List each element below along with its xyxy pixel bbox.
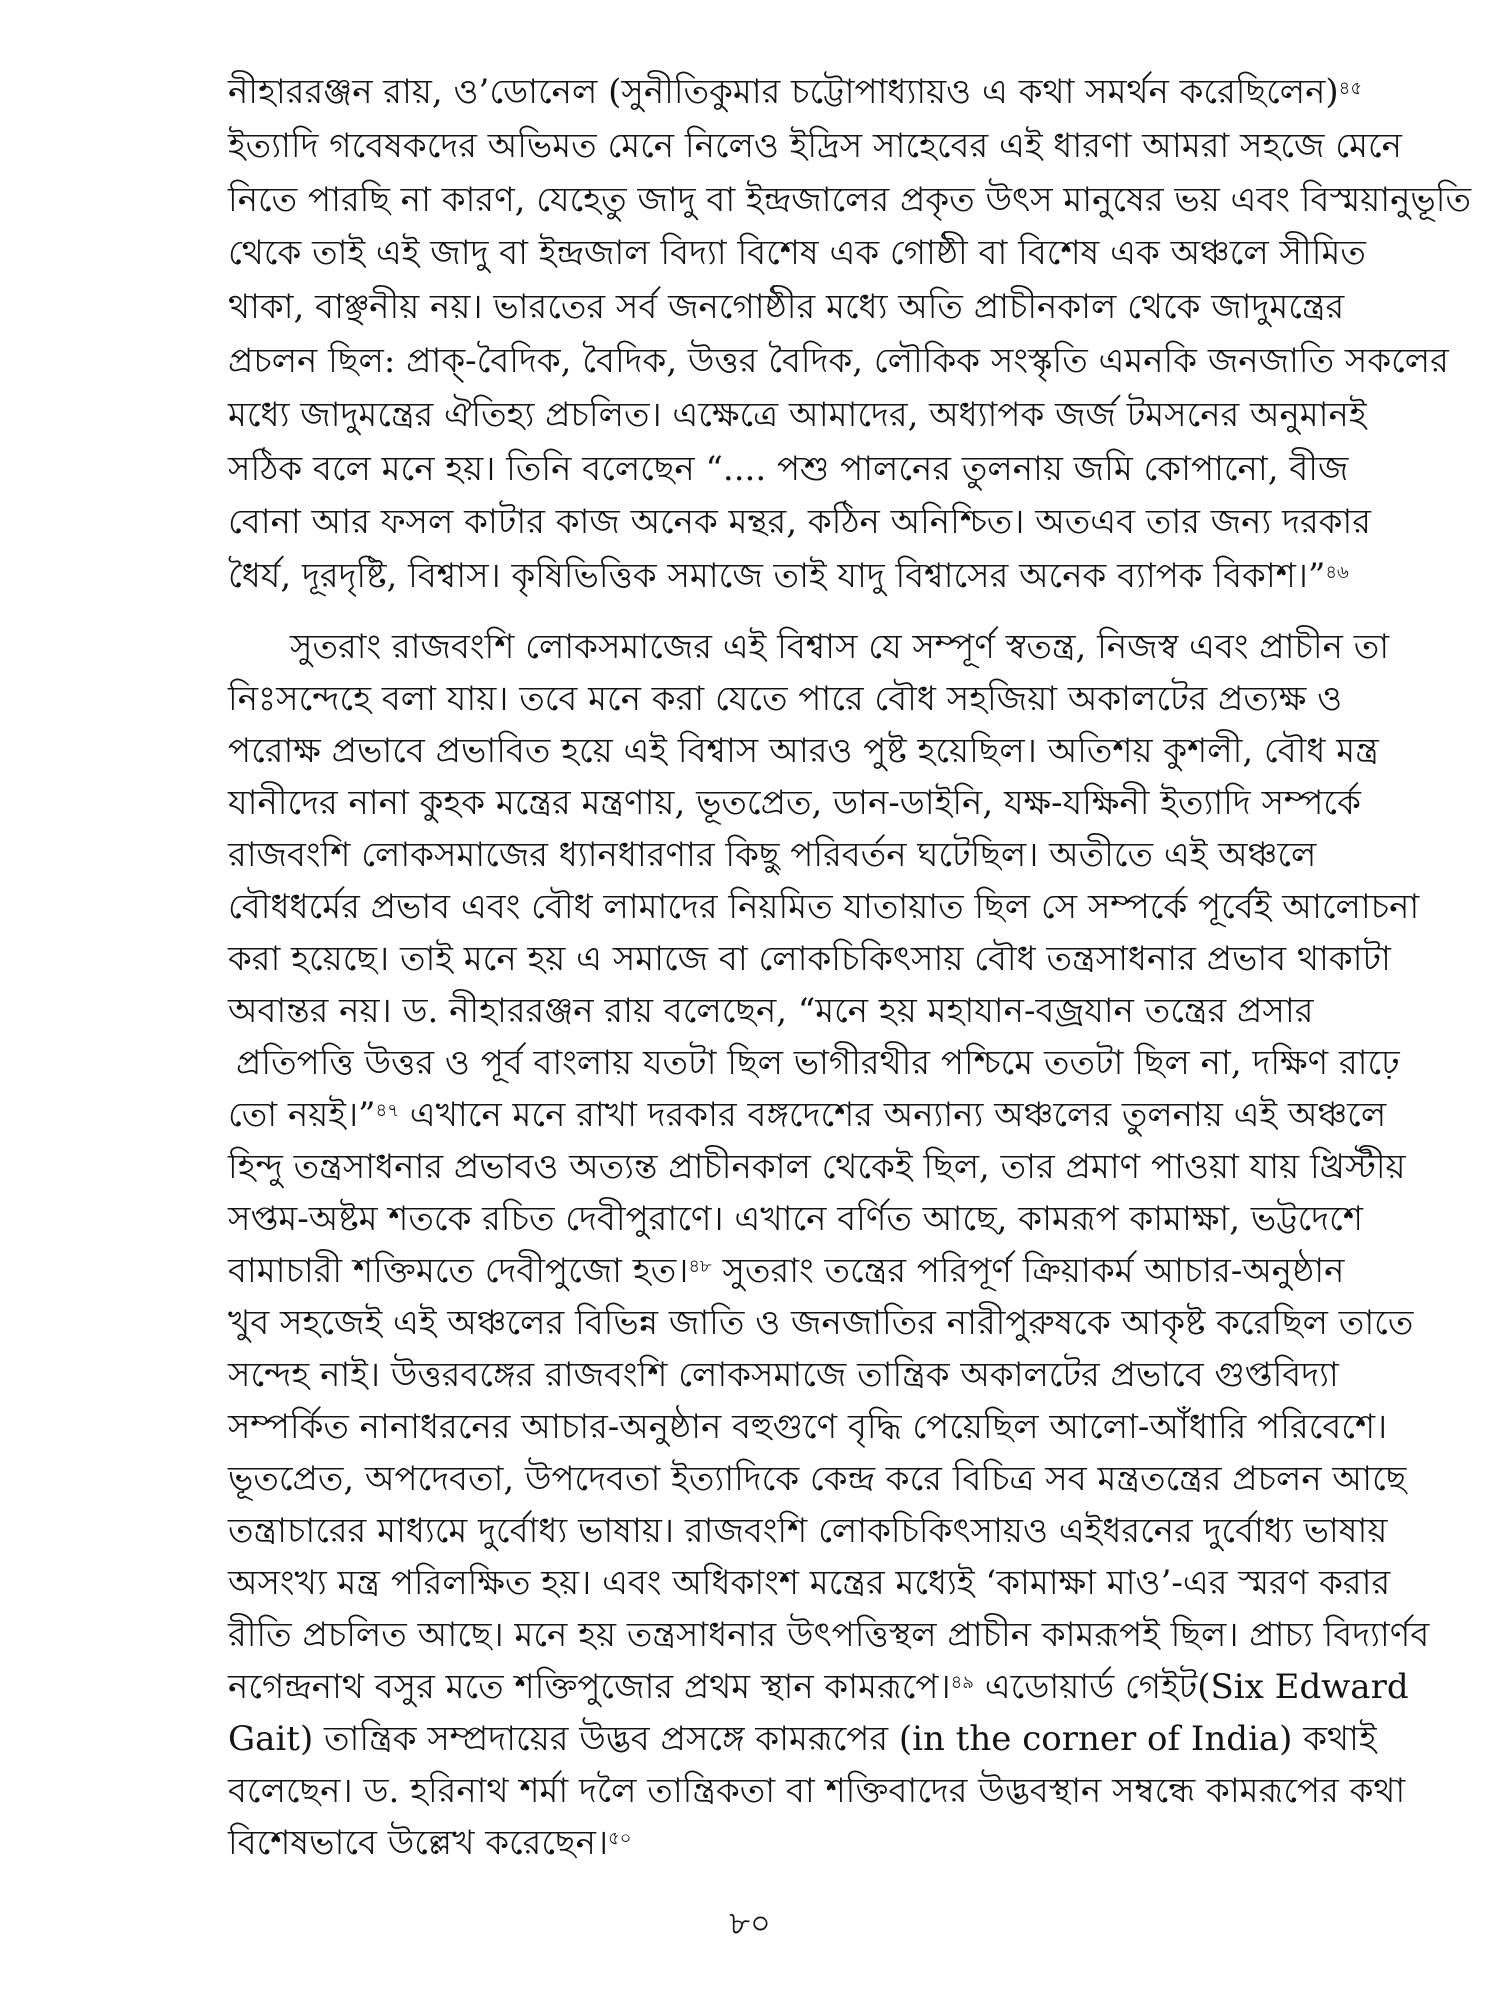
line-text: সুতরাং তন্ত্রের পরিপূর্ণ ক্রিয়াকর্ম আচার-অনুষ্ঠান bbox=[711, 1251, 1345, 1291]
footnote-reference: ৪৬ bbox=[1325, 562, 1349, 584]
text-line bbox=[228, 174, 1471, 228]
text-line bbox=[228, 1141, 1406, 1193]
text-line bbox=[228, 621, 1390, 673]
text-line bbox=[228, 389, 1367, 443]
footnote-reference: ৪৮ bbox=[688, 1256, 712, 1277]
line-text: সপ্তম-অষ্টম শতকে রচিত দেবীপুরাণে। এখানে বর্ণিত আছে, কামরূপ কামাক্ষা, ভট্টদেশে bbox=[228, 1199, 1363, 1239]
text-line bbox=[228, 1661, 1409, 1713]
text-line bbox=[228, 66, 1363, 120]
text-line bbox=[228, 1297, 1414, 1349]
page-number: ৮০ bbox=[729, 1904, 771, 1942]
paragraph-1 bbox=[228, 66, 1471, 604]
text-line bbox=[228, 227, 1366, 281]
text-line bbox=[228, 777, 1361, 829]
line-text: সম্পর্কিত নানাধরনের আচার-অনুষ্ঠান বহুগুণে বৃদ্ধি পেয়েছিল আলো-আঁধারি পরিবেশে। bbox=[228, 1407, 1388, 1447]
text-line bbox=[228, 1557, 1391, 1609]
text-line bbox=[228, 496, 1371, 550]
line-text: সুতরাং রাজবংশি লোকসমাজের এই বিশ্বাস যে সম্পূর্ণ স্বতন্ত্র, নিজস্ব এবং প্রাচীন তা bbox=[290, 627, 1390, 667]
line-text: প্রচলন ছিল: প্রাক্-বৈদিক, বৈদিক, উত্তর বৈদিক, লৌকিক সংস্কৃতি এমনকি জনজাতি সকলের bbox=[228, 340, 1449, 381]
line-text: থেকে তাই এই জাদু বা ইন্দ্রজাল বিদ্যা বিশেষ এক গোষ্ঠী বা বিশেষ এক অঞ্চলে সীমিত bbox=[228, 233, 1366, 274]
line-text: রাজবংশি লোকসমাজের ধ্যানধারণার কিছু পরিবর্তন ঘটেছিল। অতীতে এই অঞ্চলে bbox=[228, 835, 1317, 875]
text-line bbox=[228, 673, 1343, 725]
line-text: অবান্তর নয়। ড. নীহাররঞ্জন রায় বলেছেন, “মনে হয় মহাযান-বজ্রযান তন্ত্রের প্রসার bbox=[228, 991, 1314, 1031]
line-text: তন্ত্রাচারের মাধ্যমে দুর্বোধ্য ভাষায়। রাজবংশি লোকচিকিৎসায়ও এইধরনের দুর্বোধ্য ভাষায় bbox=[228, 1511, 1388, 1551]
footnote-reference: ৪৭ bbox=[375, 1100, 399, 1121]
text-line bbox=[228, 1245, 1345, 1297]
text-line bbox=[228, 1193, 1363, 1245]
line-text: নগেন্দ্রনাথ বসুর মতে শক্তিপুজোর প্রথম স্থান কামরূপে। bbox=[228, 1667, 951, 1707]
line-text: বলেছেন। ড. হরিনাথ শর্মা দলৈ তান্ত্রিকতা বা শক্তিবাদের উদ্ভবস্থান সম্বন্ধে কামরূপের কথা bbox=[228, 1771, 1406, 1811]
line-text: বোনা আর ফসল কাটার কাজ অনেক মন্থর, কঠিন অনিশ্চিত। অতএব তার জন্য দরকার bbox=[228, 502, 1371, 543]
text-line bbox=[228, 881, 1420, 933]
line-text: তো নয়ই।” bbox=[228, 1095, 376, 1135]
text-line bbox=[228, 281, 1345, 335]
text-line bbox=[228, 120, 1402, 174]
line-text: করা হয়েছে। তাই মনে হয় এ সমাজে বা লোকচিকিৎসায় বৌধ তন্ত্রসাধনার প্রভাব থাকাটা bbox=[228, 939, 1391, 979]
line-text: ভূতপ্রেত, অপদেবতা, উপদেবতা ইত্যাদিকে কেন্দ্র করে বিচিত্র সব মন্ত্রতন্ত্রের প্রচলন আছে bbox=[228, 1459, 1407, 1499]
line-text: ধৈর্য, দূরদৃষ্টি, বিশ্বাস। কৃষিভিত্তিক সমাজে তাই যাদু বিশ্বাসের অনেক ব্যাপক বিকাশ।” bbox=[228, 556, 1326, 597]
footnote-reference: ৪৯ bbox=[950, 1672, 974, 1693]
line-text: নিঃসন্দেহে বলা যায়। তবে মনে করা যেতে পারে বৌধ সহজিয়া অকালটের প্রত্যক্ষ ও bbox=[228, 679, 1343, 719]
text-line bbox=[228, 829, 1317, 881]
footnote-reference: ৫০ bbox=[608, 1828, 632, 1849]
text-line bbox=[228, 335, 1449, 389]
text-line bbox=[228, 933, 1391, 985]
text-line bbox=[228, 550, 1349, 604]
line-text: ইত্যাদি গবেষকদের অভিমত মেনে নিলেও ইদ্রিস সাহেবের এই ধারণা আমরা সহজে মেনে bbox=[228, 125, 1402, 166]
text-line bbox=[228, 1817, 1306, 1869]
text-line bbox=[228, 443, 1349, 497]
text-line bbox=[228, 1713, 1377, 1765]
text-line bbox=[228, 1765, 1406, 1817]
line-text: প্রতিপত্তি উত্তর ও পূর্ব বাংলায় যতটা ছিল ভাগীরথীর পশ্চিমে ততটা ছিল না, দক্ষিণ রাঢ়ে bbox=[236, 1043, 1400, 1083]
text-line bbox=[228, 725, 1379, 777]
line-text: খুব সহজেই এই অঞ্চলের বিভিন্ন জাতি ও জনজাতির নারীপুরুষকে আকৃষ্ট করেছিল তাতে bbox=[228, 1303, 1414, 1343]
text-line bbox=[228, 1609, 1430, 1661]
line-text: সঠিক বলে মনে হয়। তিনি বলেছেন “.... পশু পালনের তুলনায় জমি কোপানো, বীজ bbox=[228, 448, 1349, 489]
line-text: যানীদের নানা কুহক মন্ত্রের মন্ত্রণায়, ভূতপ্রেত, ডান-ডাইনি, যক্ষ-যক্ষিনী ইত্যাদি সম্পর্কে bbox=[228, 783, 1361, 823]
text-line bbox=[228, 1037, 1400, 1089]
line-text: রীতি প্রচলিত আছে। মনে হয় তন্ত্রসাধনার উৎপত্তিস্থল প্রাচীন কামরূপই ছিল। প্রাচ্য বিদ্যার্ণব bbox=[228, 1615, 1430, 1655]
line-text: অসংখ্য মন্ত্র পরিলক্ষিত হয়। এবং অধিকাংশ মন্ত্রের মধ্যেই ‘কামাক্ষা মাও’-এর স্মরণ করার bbox=[228, 1563, 1391, 1603]
line-text: হিন্দু তন্ত্রসাধনার প্রভাবও অত্যন্ত প্রাচীনকাল থেকেই ছিল, তার প্রমাণ পাওয়া যায় খ্রিস্টীয় bbox=[228, 1147, 1406, 1187]
text-line bbox=[228, 985, 1314, 1037]
line-text: বিশেষভাবে উল্লেখ করেছেন। bbox=[228, 1823, 609, 1863]
line-text: এখানে মনে রাখা দরকার বঙ্গদেশের অন্যান্য অঞ্চলের তুলনায় এই অঞ্চলে bbox=[398, 1095, 1387, 1135]
line-text: এডোয়ার্ড গেইট(Six Edward bbox=[973, 1667, 1409, 1707]
line-text: নীহাররঞ্জন রায়, ও’ডোনেল (সুনীতিকুমার চট্টোপাধ্যায়ও এ কথা সমর্থন করেছিলেন) bbox=[228, 72, 1339, 112]
text-line bbox=[228, 1089, 1387, 1141]
text-line bbox=[228, 1505, 1388, 1557]
line-text: বৌধধর্মের প্রভাব এবং বৌধ লামাদের নিয়মিত যাতায়াত ছিল সে সম্পর্কে পূর্বেই আলোচনা bbox=[228, 887, 1420, 927]
text-line bbox=[228, 1401, 1388, 1453]
line-text: পরোক্ষ প্রভাবে প্রভাবিত হয়ে এই বিশ্বাস আরও পুষ্ট হয়েছিল। অতিশয় কুশলী, বৌধ মন্ত্র bbox=[228, 731, 1379, 771]
line-text: Gait) তান্ত্রিক সম্প্রদায়ের উদ্ভব প্রসঙ্গে কামরূপের (in the corner of India) কথাই bbox=[228, 1719, 1377, 1759]
line-text: সন্দেহ নাই। উত্তরবঙ্গের রাজবংশি লোকসমাজে তান্ত্রিক অকালটের প্রভাবে গুপ্তবিদ্যা bbox=[228, 1355, 1339, 1395]
text-line bbox=[228, 1349, 1339, 1401]
line-text: নিতে পারছি না কারণ, যেহেতু জাদু বা ইন্দ্রজালের প্রকৃত উৎস মানুষের ভয় এবং বিস্ময়ানুভূতি bbox=[228, 179, 1471, 220]
line-text: মধ্যে জাদুমন্ত্রের ঐতিহ্য প্রচলিত। এক্ষেত্রে আমাদের, অধ্যাপক জর্জ টমসনের অনুমানই bbox=[228, 394, 1367, 435]
footnote-reference: ৪৫ bbox=[1338, 78, 1363, 99]
line-text: থাকা, বাঞ্ছনীয় নয়। ভারতের সর্ব জনগোষ্ঠীর মধ্যে অতি প্রাচীনকাল থেকে জাদুমন্ত্রের bbox=[228, 287, 1345, 328]
text-line bbox=[228, 1453, 1407, 1505]
paragraph-2 bbox=[228, 621, 1430, 1869]
line-text: বামাচারী শক্তিমতে দেবীপুজো হত। bbox=[228, 1251, 689, 1291]
